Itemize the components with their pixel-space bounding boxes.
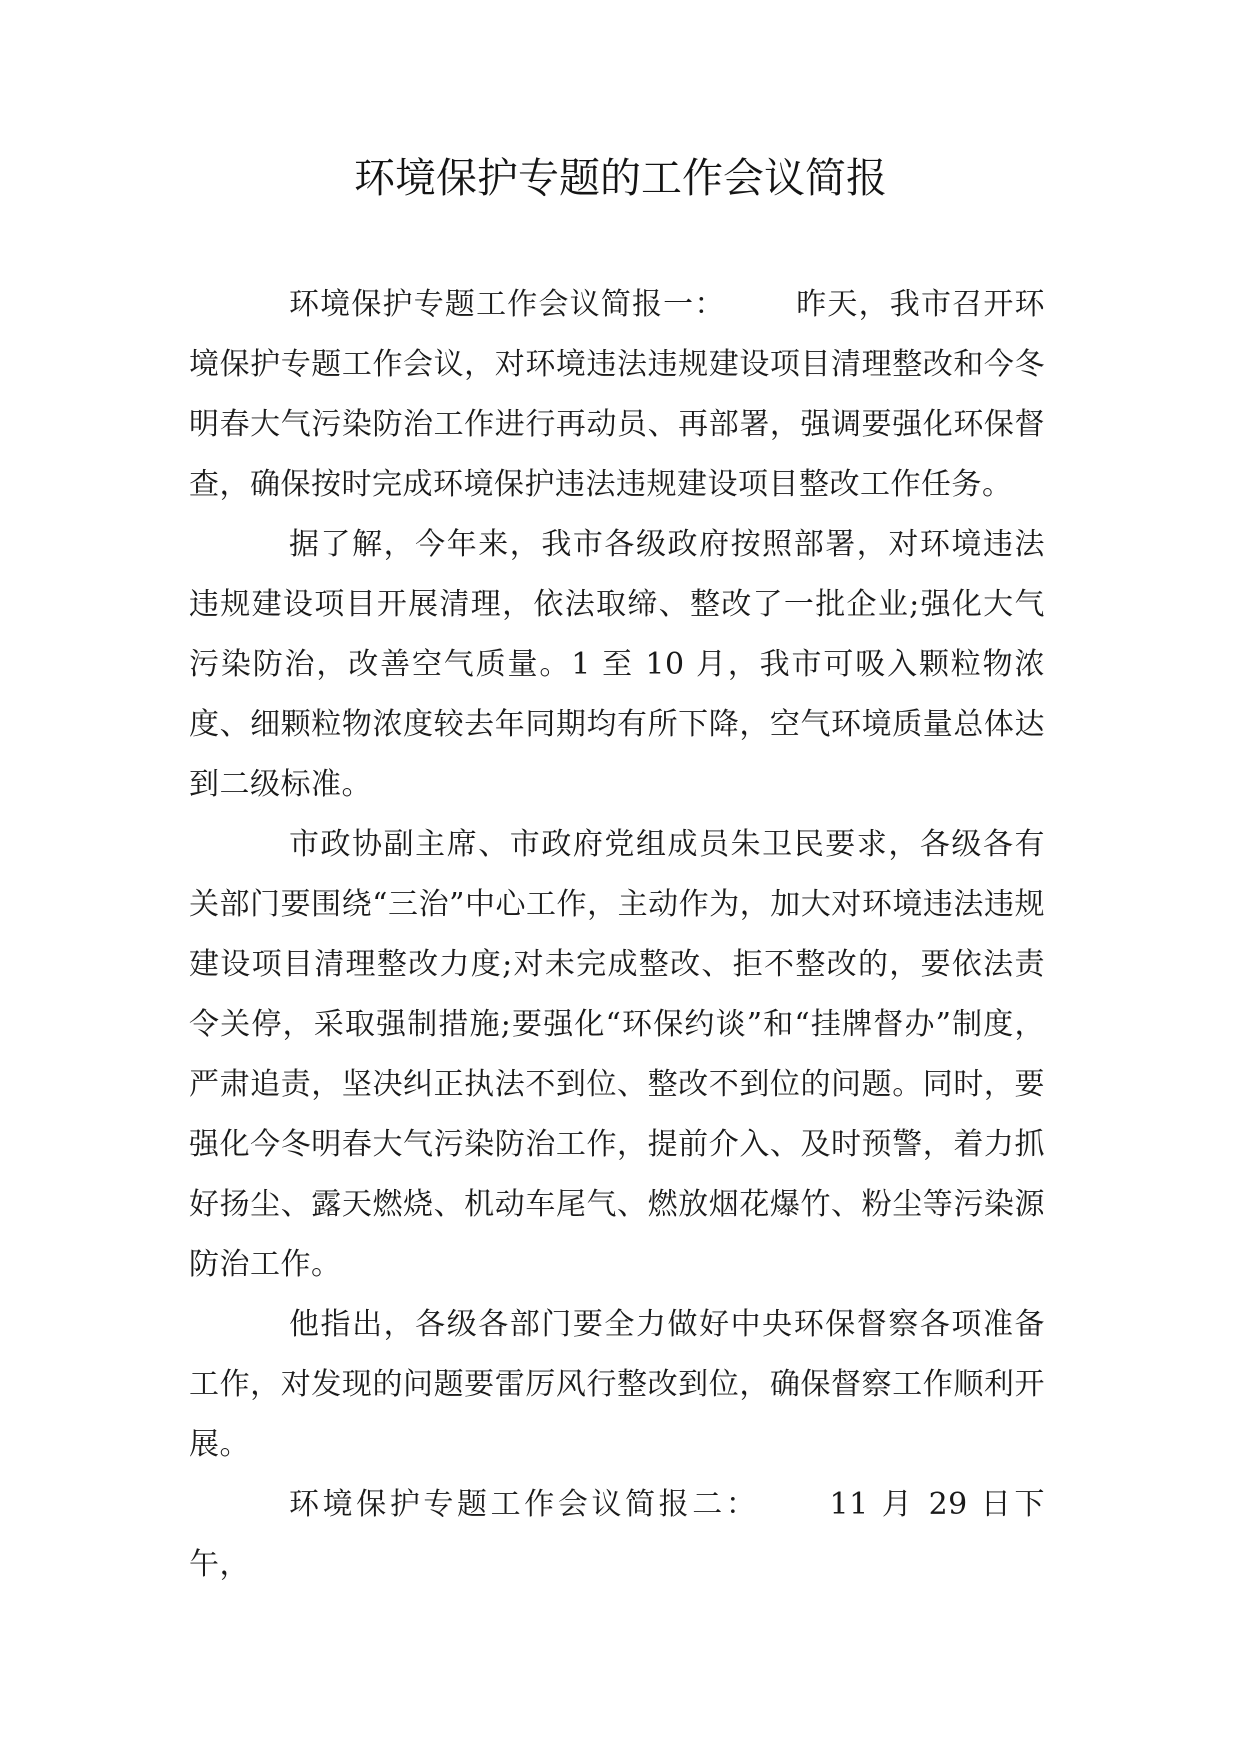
- paragraph-1-text: 昨天，我市召开环境保护专题工作会议，对环境违法违规建设项目清理整改和今冬明春大气污染防治工作进行再动员、再部署，强调要强化环保督查，确保按时完成环境保护违法违规建设项目整改工作任务。: [189, 287, 1046, 502]
- paragraph-5: [189, 1475, 1045, 1595]
- paragraph-3: 市政协副主席、市政府党组成员朱卫民要求，各级各有关部门要围绕“三治”中心工作，主动作为，加大对环境违法违规建设项目清理整改力度;对未完成整改、拒不整改的，要依法责令关停，采取强制措施;要强化“环保约谈”和“挂牌督办”制度，严肃追责，坚决纠正执法不到位、整改不到位的问题。同时，要强化今冬明春大气污染防治工作，提前介入、及时预警，着力抓好扬尘、露天燃烧、机动车尾气、燃放烟花爆竹、粉尘等污染源防治工作。: [189, 827, 1045, 1282]
- paragraph-5-lead: 环境保护专题工作会议简报二：: [289, 1487, 760, 1522]
- document-title: 环境保护专题的工作会议简报: [354, 154, 887, 202]
- paragraph-4: 他指出，各级各部门要全力做好中央环保督察各项准备工作，对发现的问题要雷厉风行整改到位，确保督察工作顺利开展。: [189, 1307, 1045, 1462]
- paragraph-1: [189, 275, 1045, 515]
- paragraph-5-text: 11 月 29 日下午，: [189, 1487, 1045, 1582]
- paragraph-1-lead: 环境保护专题工作会议简报一：: [289, 287, 726, 322]
- paragraph-2: 据了解，今年来，我市各级政府按照部署，对环境违法违规建设项目开展清理，依法取缔、整改了一批企业;强化大气污染防治，改善空气质量。1 至 10 月，我市可吸入颗粒物浓度、细颗粒物浓度较去年同期均有所下降，空气环境质量总体达到二级标准。: [189, 527, 1045, 802]
- document-body: [189, 275, 1045, 1595]
